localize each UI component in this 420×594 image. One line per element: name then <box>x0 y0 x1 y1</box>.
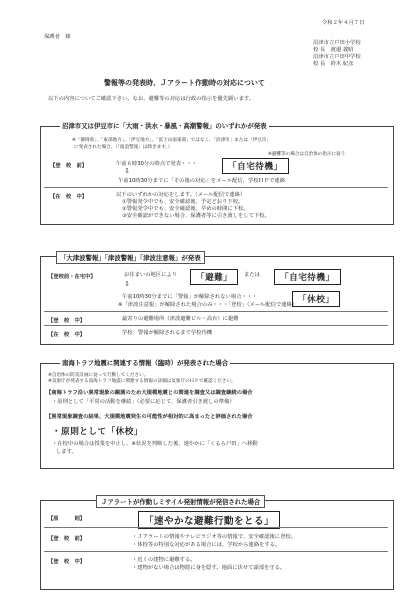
nankai-evacuate-text: ・在校中の場合は授業を中止し、※状況を判断した後、速やかに「くるら戸田」へ移動 <box>52 441 258 447</box>
stamp-evacuate: 「避難」 <box>190 269 238 285</box>
nankai-principle-text: ・原則として <box>52 427 107 437</box>
label-principle: 【原 則】 <box>48 516 86 522</box>
storm-followup-text: 午前10時30分までに「その後の対応」をメール配信、学校ＨＰで連絡 <box>118 178 285 184</box>
tsunami-advisory-note: ※「津波注意報」が解除された場合のみ・・・「登校」（メール配信で連絡） <box>118 302 298 308</box>
nankai-case-1-item: ・原則として「平常の活動を継続」（必要に応じて、保護者引き渡しの準備） <box>52 399 235 405</box>
tsunami-area-text: お住まいの地区により <box>124 272 177 278</box>
jalert-before-1: ・Ｊアラートの情報やテレビラジオ等の情報で、安全確認後に登校。 <box>132 534 296 540</box>
nankai-note-1: ※自治体の防災計画に従って行動してください。 <box>48 373 149 378</box>
intro-text: 以下の内容についてご確認下さい。なお、避難等の対応は行政の指示を優先願います。 <box>48 96 255 102</box>
divider <box>44 325 388 326</box>
tsunami-commuting-text: 最寄りの避難場所（津波避難ビル・高台）に避難 <box>122 316 239 322</box>
divider <box>44 527 388 528</box>
nankai-case-2-item <box>52 425 143 437</box>
divider <box>44 187 388 188</box>
label-commuting-2: 【登 校 中】 <box>48 559 86 565</box>
down-arrow-icon: ⇩ <box>124 280 130 288</box>
section-jalert-title: Ｊアラートが作動しミサイル発射情報が発信された場合 <box>96 495 265 508</box>
divider <box>44 311 388 312</box>
storm-note-2: に発表された場合。（「波浪警報」は除きます。） <box>74 145 173 150</box>
label-commuting: 【登 校 中】 <box>48 318 86 324</box>
sender-school-1: 沼津市立戸田小学校 <box>313 40 361 46</box>
storm-option-3: ③安全確認ができない場合、保護者等に引き渡しをして下校。 <box>122 213 270 219</box>
label-at-school-2: 【在 校 中】 <box>48 332 86 338</box>
sender-principal-1: 校 長 渡邉 義昭 <box>313 47 354 53</box>
down-arrow-icon: ⇩ <box>124 167 130 175</box>
page-title: 警報等の発表時、Ｊアラート作動時の対応について <box>104 79 265 87</box>
jalert-commuting-1: ・近くの建物に避難する。 <box>132 557 196 563</box>
section-tsunami-title: 「大津波警報」「津波警報」「津波注意報」が発表 <box>56 251 205 264</box>
label-before-school-2: 【登 校 前】 <box>48 536 86 542</box>
storm-note-1: ※「静岡県」、「東部地方」、「伊豆地方」、「富士山南東部」ではなく、「沼津市」または「伊豆市」 <box>72 138 271 143</box>
stamp-evacuate-quickly: 「速やかな避難行動をとる」 <box>138 511 280 529</box>
stamp-school-closed-2: 「休校」 <box>106 427 143 437</box>
tsunami-at-school-text: 学校：警報が解除されるまで学校待機 <box>122 330 213 336</box>
stamp-school-closed: 「休校」 <box>292 291 340 307</box>
stamp-stay-home: 「自宅待機」 <box>222 158 289 174</box>
nankai-evacuate-text-2: します。 <box>56 449 77 455</box>
date: 令和２年４月７日 <box>322 20 365 26</box>
label-before-school: 【登 校 前】 <box>50 163 88 169</box>
section-nankai-title: 南海トラフ地震に関連する情報（臨時）が発表された場合 <box>62 359 229 367</box>
storm-morning-text: 午前６時30分の時点で発表・・・ <box>116 161 197 167</box>
sender-principal-2: 校 長 鈴木 紀彦 <box>313 61 354 67</box>
tsunami-or-text: または <box>244 272 260 278</box>
nankai-case-2: 【異常現象調査の結果、大規模地震発生の可能性が相対的に高まったと評価された場合 <box>46 414 253 420</box>
nankai-case-1: 【南海トラフ沿い異常現象の観測のため大規模地震との関連を調査又は調査継続の場合 <box>46 390 253 396</box>
stamp-stay-home-2: 「自宅待機」 <box>274 269 341 285</box>
nankai-note-2: ※気象庁が発表する南海トラフ地震に関連する情報の詳細は気象庁のＨＰで確認ください。 <box>48 379 236 384</box>
jalert-before-2: ・休校等の特別な対応がある場合には、学校から連絡をする。 <box>132 542 281 548</box>
section-storm-title: 沼津市又は伊豆市に「大雨・洪水・暴風・高潮警報」のいずれかが発表 <box>62 122 267 130</box>
label-before-school-home: 【登校前・在宅中】 <box>48 274 96 280</box>
jalert-commuting-2: ・建物がない場合は物陰に身を隠す。地面に伏せて頭部を守る。 <box>132 565 286 571</box>
storm-option-1: ①警報発令中でも、安全確認後、予定どおり下校。 <box>122 199 244 205</box>
recipient: 保護者 様 <box>44 34 71 40</box>
storm-option-2: ②警報発令中でも、安全確認後、早めの時間に下校。 <box>122 206 249 212</box>
divider <box>44 551 388 552</box>
sender-school-2: 沼津市立戸田中学校 <box>313 54 361 60</box>
storm-note-3: ※避難等の場合は自治体の指示に従う <box>268 152 346 157</box>
tsunami-cancel-text: 午前10時30分までに「警報」が解除されない場合・・・ <box>122 294 258 300</box>
label-at-school: 【在 校 中】 <box>50 194 88 200</box>
storm-at-school-text: 以下のいずれかの対応をします。（メール配信で連絡） <box>116 192 246 198</box>
